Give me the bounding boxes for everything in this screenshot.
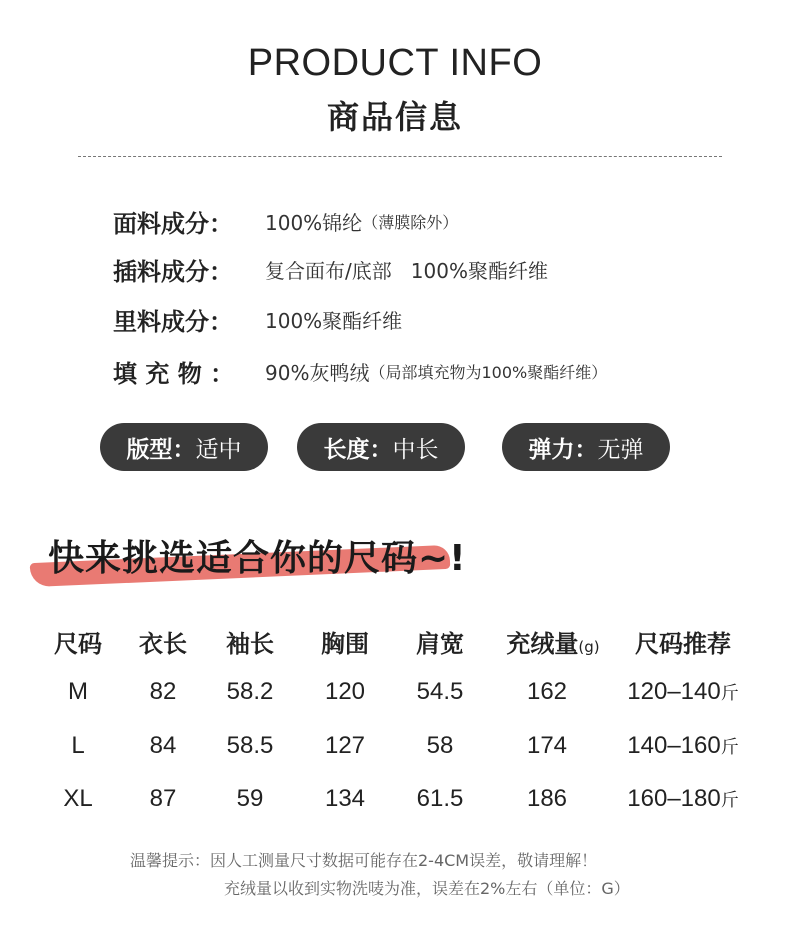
table-cell: [627, 732, 738, 760]
table-cell: 58.5: [226, 732, 274, 759]
table-cell: 58: [426, 732, 454, 759]
spec-label: 填 充 物 ：: [113, 359, 235, 388]
spec-value: 100%聚酯纤维: [265, 308, 403, 333]
table-cell: 134: [324, 785, 366, 812]
spec-row-fabric: [113, 204, 458, 238]
rec-range: 120–140: [627, 678, 721, 705]
spec-row-filling: [113, 354, 607, 388]
table-cell: M: [68, 678, 88, 705]
spec-value: 90%灰鸭绒: [265, 360, 370, 385]
table-header: 胸围: [321, 630, 369, 658]
size-headline-text: 快来挑选适合你的尺码~!: [48, 538, 467, 579]
table-cell: 84: [149, 732, 177, 759]
page-title-cn: 商品信息: [326, 98, 463, 136]
tag-fit: [100, 423, 268, 471]
rec-unit: 斤: [720, 737, 739, 758]
table-cell: XL: [63, 785, 93, 812]
rec-unit: 斤: [720, 790, 739, 811]
table-cell: [627, 785, 738, 813]
table-cell: 82: [149, 678, 177, 705]
tag-key: 弹力：: [528, 436, 598, 463]
spec-value: 复合面布/底部 100%聚酯纤维: [265, 258, 548, 283]
tag-key: 长度：: [323, 436, 393, 463]
table-header: 衣长: [139, 630, 187, 658]
table-cell: 162: [526, 678, 568, 705]
table-cell: [627, 678, 738, 706]
tag-value: 中长: [392, 436, 439, 463]
table-cell: 87: [149, 785, 177, 812]
table-header-label: 充绒量: [506, 630, 579, 658]
size-headline: [48, 530, 478, 586]
tag-key: 版型：: [126, 436, 196, 463]
table-header: 肩宽: [416, 630, 464, 658]
spec-label: 里料成分：: [113, 307, 233, 336]
table-cell: 61.5: [416, 785, 464, 812]
table-header: 袖长: [226, 630, 274, 658]
spec-row-lining: [113, 302, 402, 336]
spec-label: 面料成分：: [113, 209, 233, 238]
table-cell: 120: [324, 678, 366, 705]
rec-unit: 斤: [720, 683, 739, 704]
table-cell: L: [71, 732, 85, 759]
tag-value: 无弹: [597, 436, 644, 463]
table-header: [506, 624, 599, 659]
dashed-divider: [78, 156, 722, 157]
tag-value: 适中: [195, 436, 242, 463]
rec-range: 140–160: [627, 732, 721, 759]
spec-row-panel: [113, 252, 548, 286]
spec-value: 100%锦纶: [265, 210, 363, 235]
spec-note: （局部填充物为100%聚酯纤维）: [369, 362, 608, 382]
note-line-1: 温馨提示：因人工测量尺寸数据可能存在2-4CM误差，敬请理解！: [130, 851, 598, 870]
table-cell: 127: [324, 732, 366, 759]
table-header: 尺码: [54, 630, 102, 658]
spec-note: （薄膜除外）: [362, 212, 459, 232]
spec-label: 插料成分：: [113, 257, 233, 286]
page-title-en: PRODUCT INFO: [247, 42, 543, 84]
tag-stretch: [502, 423, 670, 471]
table-header-unit: (g): [578, 638, 600, 656]
table-cell: 54.5: [416, 678, 464, 705]
tag-length: [297, 423, 465, 471]
table-header: 尺码推荐: [635, 630, 731, 658]
table-cell: 186: [526, 785, 568, 812]
note-line-2: 充绒量以收到实物洗唛为准，误差在2%左右（单位：G）: [224, 879, 630, 898]
table-cell: 58.2: [226, 678, 274, 705]
table-cell: 59: [236, 785, 264, 812]
rec-range: 160–180: [627, 785, 721, 812]
table-cell: 174: [526, 732, 568, 759]
